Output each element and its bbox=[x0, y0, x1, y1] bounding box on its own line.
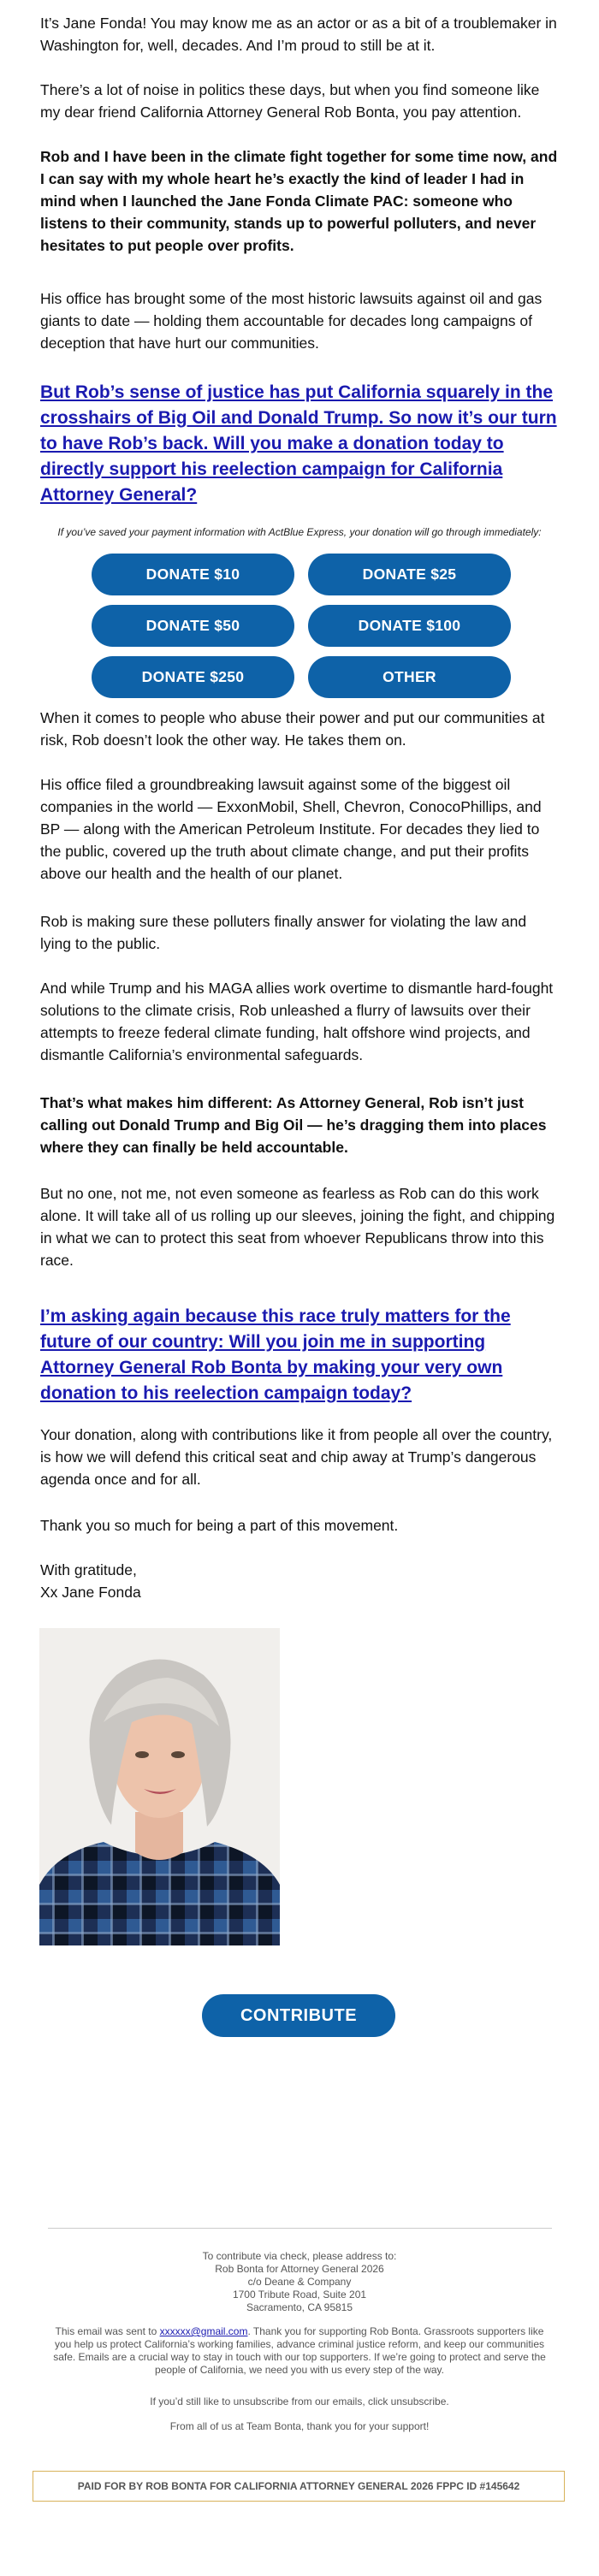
donate-other-button[interactable]: OTHER bbox=[308, 656, 511, 698]
paragraph-thank-you: Thank you so much for being a part of this movement. bbox=[40, 1517, 399, 1534]
team-thanks: From all of us at Team Bonta, thank you for your support! bbox=[169, 2420, 430, 2432]
address-line-4: Sacramento, CA 95815 bbox=[246, 2301, 353, 2313]
paragraph-your-donation: Your donation, along with contributions like it from people all over the country, is how we will defend this critical seat and chip away at Trump’s dangerous agenda once and for all. bbox=[40, 1426, 553, 1488]
contribute-button[interactable]: CONTRIBUTE bbox=[202, 1994, 395, 2037]
address-line-2: c/o Deane & Company bbox=[247, 2276, 352, 2288]
sent-to-suffix: . Thank you for supporting Rob Bonta. Grassroots supporters like you help us protect California’s working families, advance criminal justice reform, and keep our communities safe. Emails are a crucial way to stay in touch with our top supporters. If we’re going to protect and serve the people of California, we need you with us every step of the way. bbox=[53, 2325, 546, 2376]
footer-divider bbox=[48, 2228, 552, 2229]
paragraph-polluters: Rob is making sure these polluters finally answer for violating the law and lying to the public. bbox=[40, 913, 527, 952]
donate-button-grid bbox=[92, 554, 511, 698]
signoff-name: Xx Jane Fonda bbox=[40, 1584, 141, 1601]
signoff-gratitude: With gratitude, bbox=[40, 1561, 137, 1578]
donate-link-1[interactable]: But Rob’s sense of justice has put California squarely in the crosshairs of Big Oil and Donald Trump. So now it’s our turn to have Rob’s back. Will you make a donation today to directly support his reelection campaign for California Attorney General? bbox=[40, 382, 557, 505]
donate-link-2[interactable]: I’m asking again because this race truly matters for the future of our country: Will you join me in supporting Attorney General Rob Bonta by making your very own donation to his reelection campaign today? bbox=[40, 1306, 511, 1403]
jane-fonda-photo bbox=[39, 1628, 280, 1945]
donate-25-button[interactable]: DONATE $25 bbox=[308, 554, 511, 595]
check-intro: To contribute via check, please address to: bbox=[202, 2250, 397, 2262]
paragraph-no-one-alone: But no one, not me, not even someone as fearless as Rob can do this work alone. It will take all of us rolling up our sleeves, joining the fight, and chipping in what we can to protect this seat from whoever Republicans throw into this race. bbox=[40, 1185, 555, 1269]
paragraph-oil-lawsuit: His office filed a groundbreaking lawsuit against some of the biggest oil companies in the world — ExxonMobil, Shell, Chevron, ConocoPhillips, and BP — along with the American Petroleum Institute. For decades they lied to the public, covered up the truth about climate change, and put their profits above our health and the health of our planet. bbox=[40, 776, 542, 882]
donate-50-button[interactable]: DONATE $50 bbox=[92, 605, 294, 647]
donate-100-button[interactable]: DONATE $100 bbox=[308, 605, 511, 647]
donate-250-button[interactable]: DONATE $250 bbox=[92, 656, 294, 698]
actblue-note: If you’ve saved your payment information with ActBlue Express, your donation will go through immediately: bbox=[57, 526, 542, 538]
paragraph-maga: And while Trump and his MAGA allies work overtime to dismantle hard-fought solutions to the climate crisis, Rob unleashed a flurry of lawsuits over their attempts to freeze federal climate funding, halt offshore wind projects, and dismantle California’s environmental safeguards. bbox=[40, 980, 554, 1063]
unsubscribe-text[interactable]: If you’d still like to unsubscribe from our emails, click unsubscribe. bbox=[150, 2395, 449, 2407]
portrait-illustration bbox=[39, 1628, 280, 1945]
intro-paragraph: It’s Jane Fonda! You may know me as an actor or as a bit of a troublemaker in Washington for, well, decades. And I’m proud to still be at it. bbox=[40, 15, 557, 54]
address-line-1: Rob Bonta for Attorney General 2026 bbox=[215, 2263, 384, 2275]
address-line-3: 1700 Tribute Road, Suite 201 bbox=[232, 2289, 367, 2301]
paragraph-abuse-power: When it comes to people who abuse their power and put our communities at risk, Rob doesn’t look the other way. He takes them on. bbox=[40, 709, 545, 749]
email-disclaimer bbox=[51, 2325, 548, 2377]
recipient-email-link[interactable]: xxxxxx@gmail.com bbox=[159, 2325, 248, 2337]
sent-to-prefix: This email was sent to bbox=[55, 2325, 160, 2337]
paragraph-noise: There’s a lot of noise in politics these days, but when you find someone like my dear friend California Attorney General Rob Bonta, you pay attention. bbox=[40, 81, 540, 121]
check-address-block bbox=[60, 2250, 539, 2314]
paragraph-different: That’s what makes him different: As Attorney General, Rob isn’t just calling out Donald Trump and Big Oil — he’s dragging them into places where they can finally be held accountable. bbox=[40, 1094, 547, 1156]
paragraph-climate-fight: Rob and I have been in the climate fight together for some time now, and I can say with my whole heart he’s exactly the kind of leader I had in mind when I launched the Jane Fonda Climate PAC: someone who listens to their community, stands up to powerful polluters, and never hesitates to put people over profits. bbox=[40, 148, 558, 254]
paragraph-lawsuits: His office has brought some of the most historic lawsuits against oil and gas giants to date — holding them accountable for decades long campaigns of deception that have hurt our communities. bbox=[40, 290, 543, 352]
paid-for-disclaimer: PAID FOR BY ROB BONTA FOR CALIFORNIA ATTORNEY GENERAL 2026 FPPC ID #145642 bbox=[33, 2471, 565, 2502]
donate-10-button[interactable]: DONATE $10 bbox=[92, 554, 294, 595]
